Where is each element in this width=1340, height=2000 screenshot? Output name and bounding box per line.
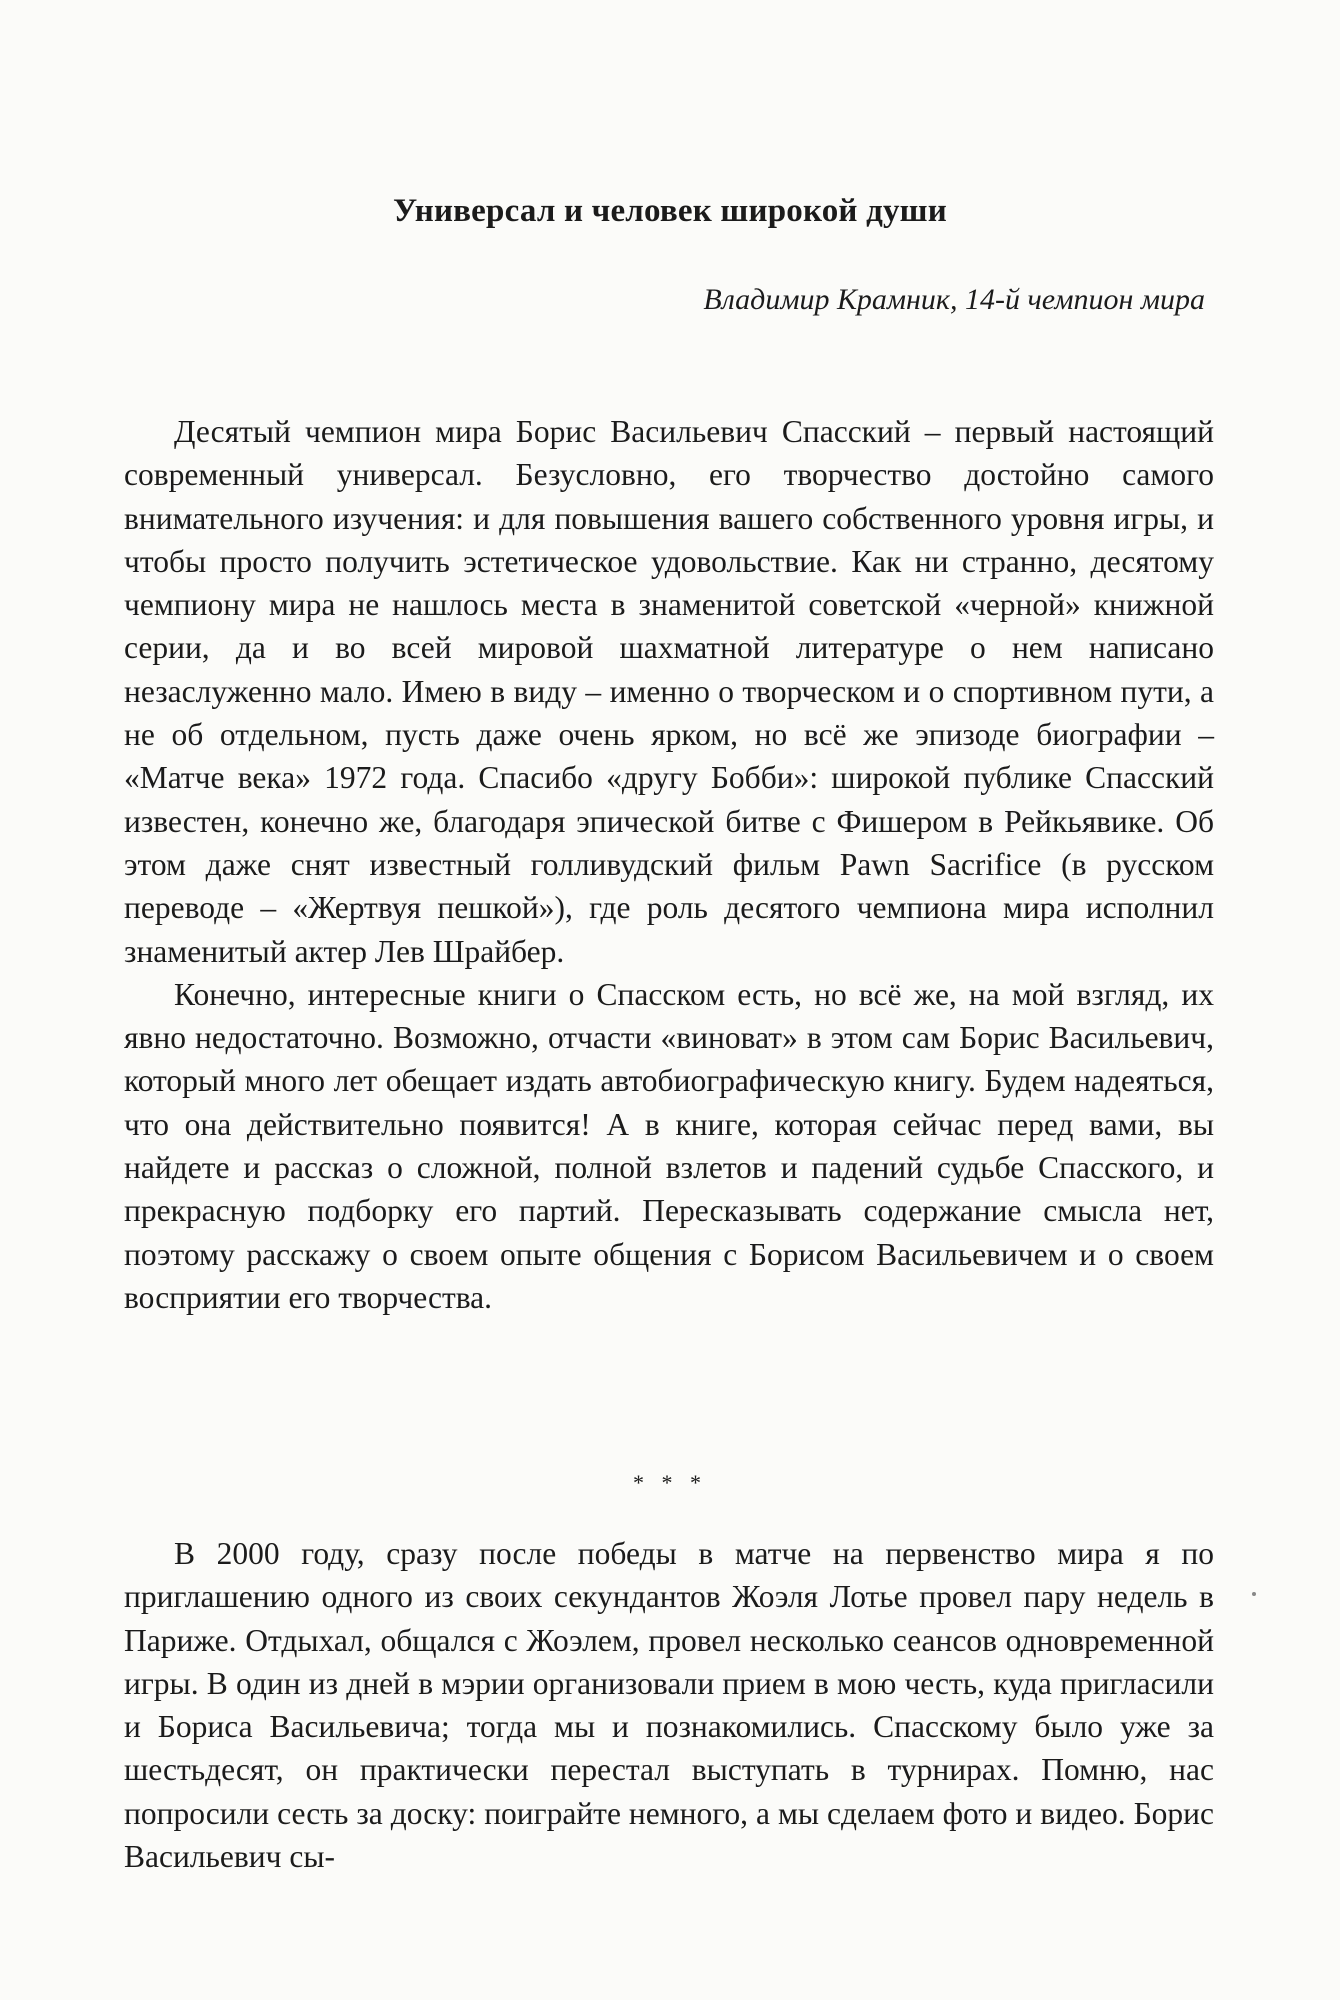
author-line: Владимир Крамник, 14-й чемпион мира: [703, 283, 1205, 316]
paragraph: Десятый чемпион мира Борис Васильевич Спасский – первый настоящий современный универсал. Безусловно, его творчество достойно самого внимательного изучения: и для повышения вашего собственного уровня игры, и чтобы просто получить эстетическое удовольствие. Как ни странно, десятому чемпиону мира не нашлось места в знаменитой советской «черной» книжной серии, да и во всей мировой шахматной литературе о нем написано незаслуженно мало. Имею в виду – именно о творческом и о спортивном пути, а не об отдельном, пусть даже очень ярком, но всё же эпизоде биографии – «Матче века» 1972 года. Спасибо «другу Бобби»: широкой публике Спасский известен, конечно же, благодаря эпической битве с Фишером в Рейкьявике. Об этом даже снят известный голливудский фильм Pawn Sacrifice (в русском переводе – «Жертвуя пешкой»), где роль десятого чемпиона мира исполнил знаменитый актер Лев Шрайбер.: [124, 414, 1214, 969]
text-block-2: [124, 1532, 1214, 1878]
text-block-1: [124, 410, 1214, 1319]
paragraph: Конечно, интересные книги о Спасском есть, но всё же, на мой взгляд, их явно недостаточно. Возможно, отчасти «виноват» в этом сам Борис Васильевич, который много лет обещает издать автобиографическую книгу. Будем надеяться, что она действительно появится! А в книге, которая сейчас перед вами, вы найдете и рассказ о сложной, полной взлетов и падений судьбе Спасского, и прекрасную подборку его партий. Пересказывать содержание смысла нет, поэтому расскажу о своем опыте общения с Борисом Васильевичем и о своем восприятии его творчества.: [124, 976, 1214, 1315]
paragraph: В 2000 году, сразу после победы в матче на первенство мира я по приглашению одного из своих секундантов Жоэля Лотье провел пару недель в Париже. Отдыхал, общался с Жоэлем, провел несколько сеансов одновременной игры. В один из дней в мэрии организовали прием в мою честь, куда пригласили и Бориса Васильевича; тогда мы и познакомились. Спасскому было уже за шестьдесят, он практически перестал выступать в турнирах. Помню, нас попросили сесть за доску: поиграйте немного, а мы сделаем фото и видео. Борис Васильевич сы-: [124, 1536, 1214, 1875]
chapter-title: Универсал и человек широкой души: [393, 193, 947, 229]
section-separator: * * *: [633, 1470, 707, 1495]
scan-speck: [1252, 1592, 1256, 1596]
